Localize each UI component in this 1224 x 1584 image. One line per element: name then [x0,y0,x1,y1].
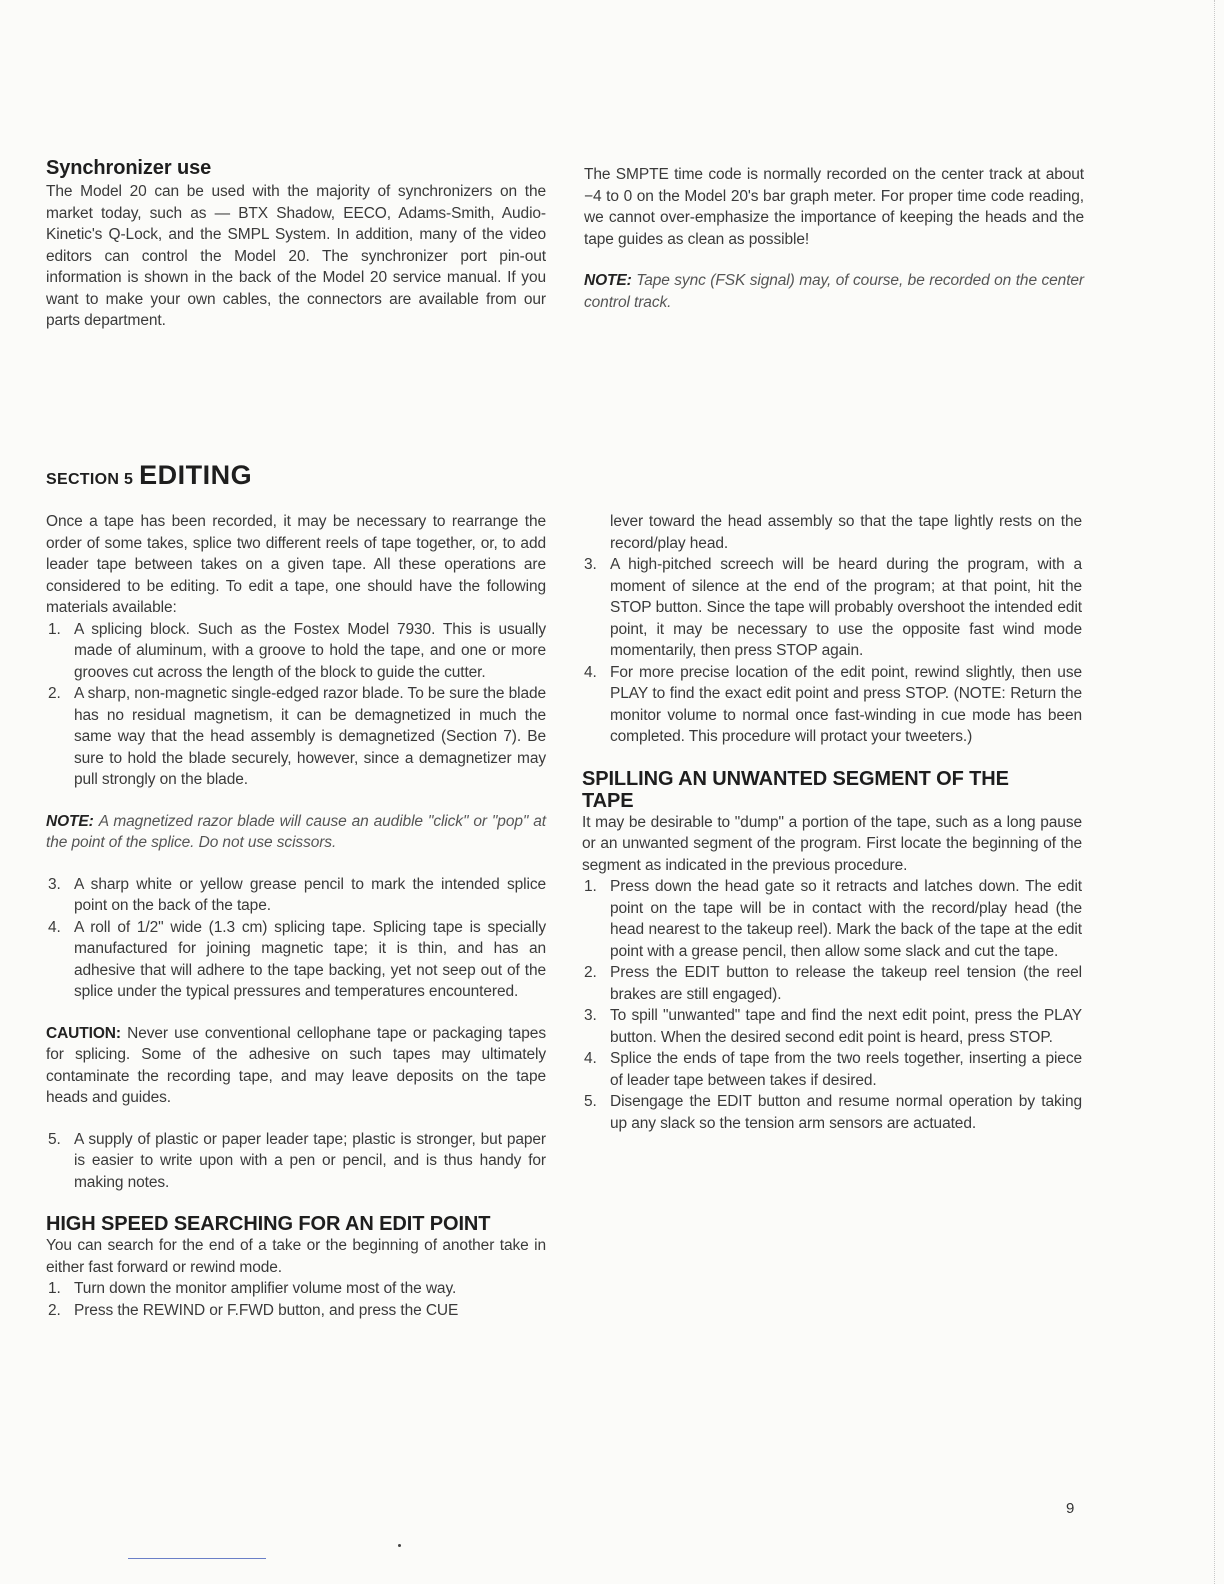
list-item: 5. Disengage the EDIT button and resume normal operation by taking up any slack so the tension arm sensors are actuated. [584,1093,1082,1132]
list-item: 2. Press the REWIND or F.FWD button, and press the CUE [48,1301,459,1319]
scan-rule [128,1558,266,1559]
list-item: 4. Splice the ends of tape from the two reels together, inserting a piece of leader tape between takes if desired. [584,1050,1082,1089]
list-item: 4. For more precise location of the edit point, rewind slightly, then use PLAY to find the exact edit point and press STOP. (NOTE: Return the monitor volume to normal once fast-winding in cue mode has been completed. This procedure will protact your tweeters.) [584,663,1082,745]
caution-text: Never use conventional cellophane tape or packaging tapes for splicing. Some of the adhesive on such tapes may ultimately contaminate the recording tape, and may leave deposits on the tape heads and guides. [46,1024,546,1106]
razor-note-text: A magnetized razor blade will cause an audible "click" or "pop" at the point of the splice. Do not use scissors. [46,812,546,851]
editing-intro: Once a tape has been recorded, it may be necessary to rearrange the order of some takes, splice two different reels of tape together, or, to add leader tape between takes on a given tape. All these operations are considered to be editing. To edit a tape, one should have the following materials available: [46,513,546,616]
list-item: 2. A sharp, non-magnetic single-edged razor blade. To be sure the blade has no residual magnetism, it can be demagnetized in much the same way that the head assembly is demagnetized (Section 7). Be sure to hold the blade securely, however, since a demagnetizer may pull strongly on the blade. [48,685,547,788]
search-heading: HIGH SPEED SEARCHING FOR AN EDIT POINT [46,1213,491,1235]
list-item: 2. Press the EDIT button to release the takeup reel tension (the reel brakes are still engaged). [584,964,1082,1003]
section-label: SECTION 5 [46,471,134,488]
synchronizer-section [46,158,546,332]
search-steps [46,1278,546,1321]
section-title: EDITING [139,460,253,490]
page-edge-divider [1214,0,1215,1584]
list-item: 1. Press down the head gate so it retracts and latches down. The edit point on the tape will be in contact with the record/play head (the head nearest to the takeup reel). Mark the back of the tape at the edit point with a grease pencil, then allow some slack and cut the tape. [584,878,1082,960]
page-number: 9 [1066,1500,1075,1517]
list-item: 3. To spill "unwanted" tape and find the next edit point, press the PLAY button. When the desired second edit point is heard, press STOP. [584,1007,1082,1046]
materials-list [46,619,546,791]
spill-heading: SPILLING AN UNWANTED SEGMENT OF THE TAPE [582,767,1009,812]
search-steps-cont [582,554,1082,748]
synchronizer-body: The Model 20 can be used with the majority of synchronizers on the market today, such as — BTX Shadow, EECO, Adams-Smith, Audio-Kinetic's Q-Lock, and the SMPL System. In addition, many of the video editors can control the Model 20. The synchronizer port pin-out information is shown in the back of the Model 20 service manual. If you want to make your own cables, the connectors are available from our parts department. [46,183,546,329]
section-heading [46,460,252,491]
list-item: 3. A high-pitched screech will be heard during the program, with a moment of silence at the end of the program; at that point, hit the STOP button. Since the tape will probably overshoot the intended edit point, it may be necessary to use the opposite fast wind mode momentarily, then press STOP again. [584,556,1082,659]
right-column [582,511,1082,1134]
smpte-body: The SMPTE time code is normally recorded on the center track at about −4 to 0 on the Model 20's bar graph meter. For proper time code reading, we cannot over-emphasize the importance of keeping the heads and the tape guides as clean as possible! [584,166,1084,248]
razor-note [46,811,546,854]
spill-steps [582,876,1082,1134]
materials-list-cont [46,874,546,1003]
list-item: 1. Turn down the monitor amplifier volume most of the way. [48,1280,457,1297]
caution-label: CAUTION: [46,1024,121,1042]
editing-column [46,511,546,1321]
scan-speck [398,1544,401,1547]
smpte-note-text: Tape sync (FSK signal) may, of course, be recorded on the center control track. [584,272,1084,311]
materials-list-end [46,1129,546,1194]
list-item: 3. A sharp white or yellow grease pencil to mark the intended splice point on the back of the tape. [48,875,546,914]
search-intro: You can search for the end of a take or the beginning of another take in either fast forward or rewind mode. [46,1237,546,1276]
list-item: 5. A supply of plastic or paper leader tape; plastic is stronger, but paper is easier to write upon with a pen or pencil, and is thus handy for making notes. [48,1130,546,1191]
search-step-continued: lever toward the head assembly so that the tape lightly rests on the record/play head. [610,513,1082,552]
caution-note [46,1023,546,1109]
smpte-section [584,164,1084,313]
list-item: 4. A roll of 1/2" wide (1.3 cm) splicing tape. Splicing tape is specially manufactured for joining magnetic tape; it is thin, and has an adhesive that will adhere to the tape backing, yet not seep out of the splice under the typical pressures and temperatures encountered. [48,918,546,1000]
smpte-note [584,270,1084,313]
spill-intro: It may be desirable to "dump" a portion of the tape, such as a long pause or an unwanted segment of the program. First locate the beginning of the segment as indicated in the previous procedure. [582,813,1082,874]
list-item: 1. A splicing block. Such as the Fostex Model 7930. This is usually made of aluminum, with a groove to hold the tape, and one or more grooves cut across the length of the block to guide the cutter. [48,620,546,681]
smpte-note-label: NOTE: [584,272,632,289]
synchronizer-heading: Synchronizer use [46,157,212,179]
razor-note-label: NOTE: [46,812,94,830]
